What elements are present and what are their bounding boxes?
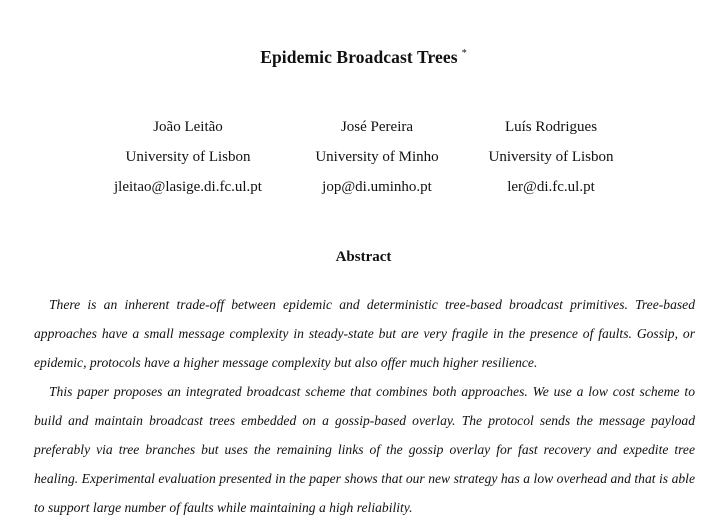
paper-title-text: Epidemic Broadcast Trees bbox=[260, 47, 458, 67]
abstract-body bbox=[34, 290, 695, 522]
abstract-paragraph: This paper proposes an integrated broadcast scheme that combines both approaches. We use a low cost scheme to build and maintain broadcast trees embedded on a gossip-based overlay. The protocol sends the message payload preferably via tree branches but uses the remaining links of the gossip overlay for fast recovery and expedite tree healing. Experimental evaluation presented in the paper shows that our new strategy has a low overhead and that is able to support large number of faults while maintaining a high reliability. bbox=[34, 384, 695, 515]
author-name: José Pereira bbox=[340, 119, 414, 135]
abstract-heading: Abstract bbox=[335, 249, 392, 265]
author-block bbox=[431, 112, 671, 202]
author-affiliation: University of Minho bbox=[315, 149, 439, 165]
author-affiliation: University of Lisbon bbox=[488, 149, 614, 165]
author-affiliation: University of Lisbon bbox=[125, 149, 251, 165]
author-email: ler@di.fc.ul.pt bbox=[507, 179, 595, 195]
author-email: jop@di.uminho.pt bbox=[322, 179, 432, 195]
author-name: Luís Rodrigues bbox=[504, 119, 598, 135]
author-email: jleitao@lasige.di.fc.ul.pt bbox=[114, 179, 262, 195]
abstract-paragraph: There is an inherent trade-off between epidemic and deterministic tree-based broadcast primitives. Tree-based approaches have a small message complexity in steady-state but are very fragile in the presence of faults. Gossip, or epidemic, protocols have a higher message complexity but also offer much higher resilience. bbox=[34, 297, 695, 370]
author-name: João Leitão bbox=[153, 119, 223, 135]
paper-title bbox=[0, 47, 727, 68]
title-footnote-mark: * bbox=[461, 48, 467, 59]
